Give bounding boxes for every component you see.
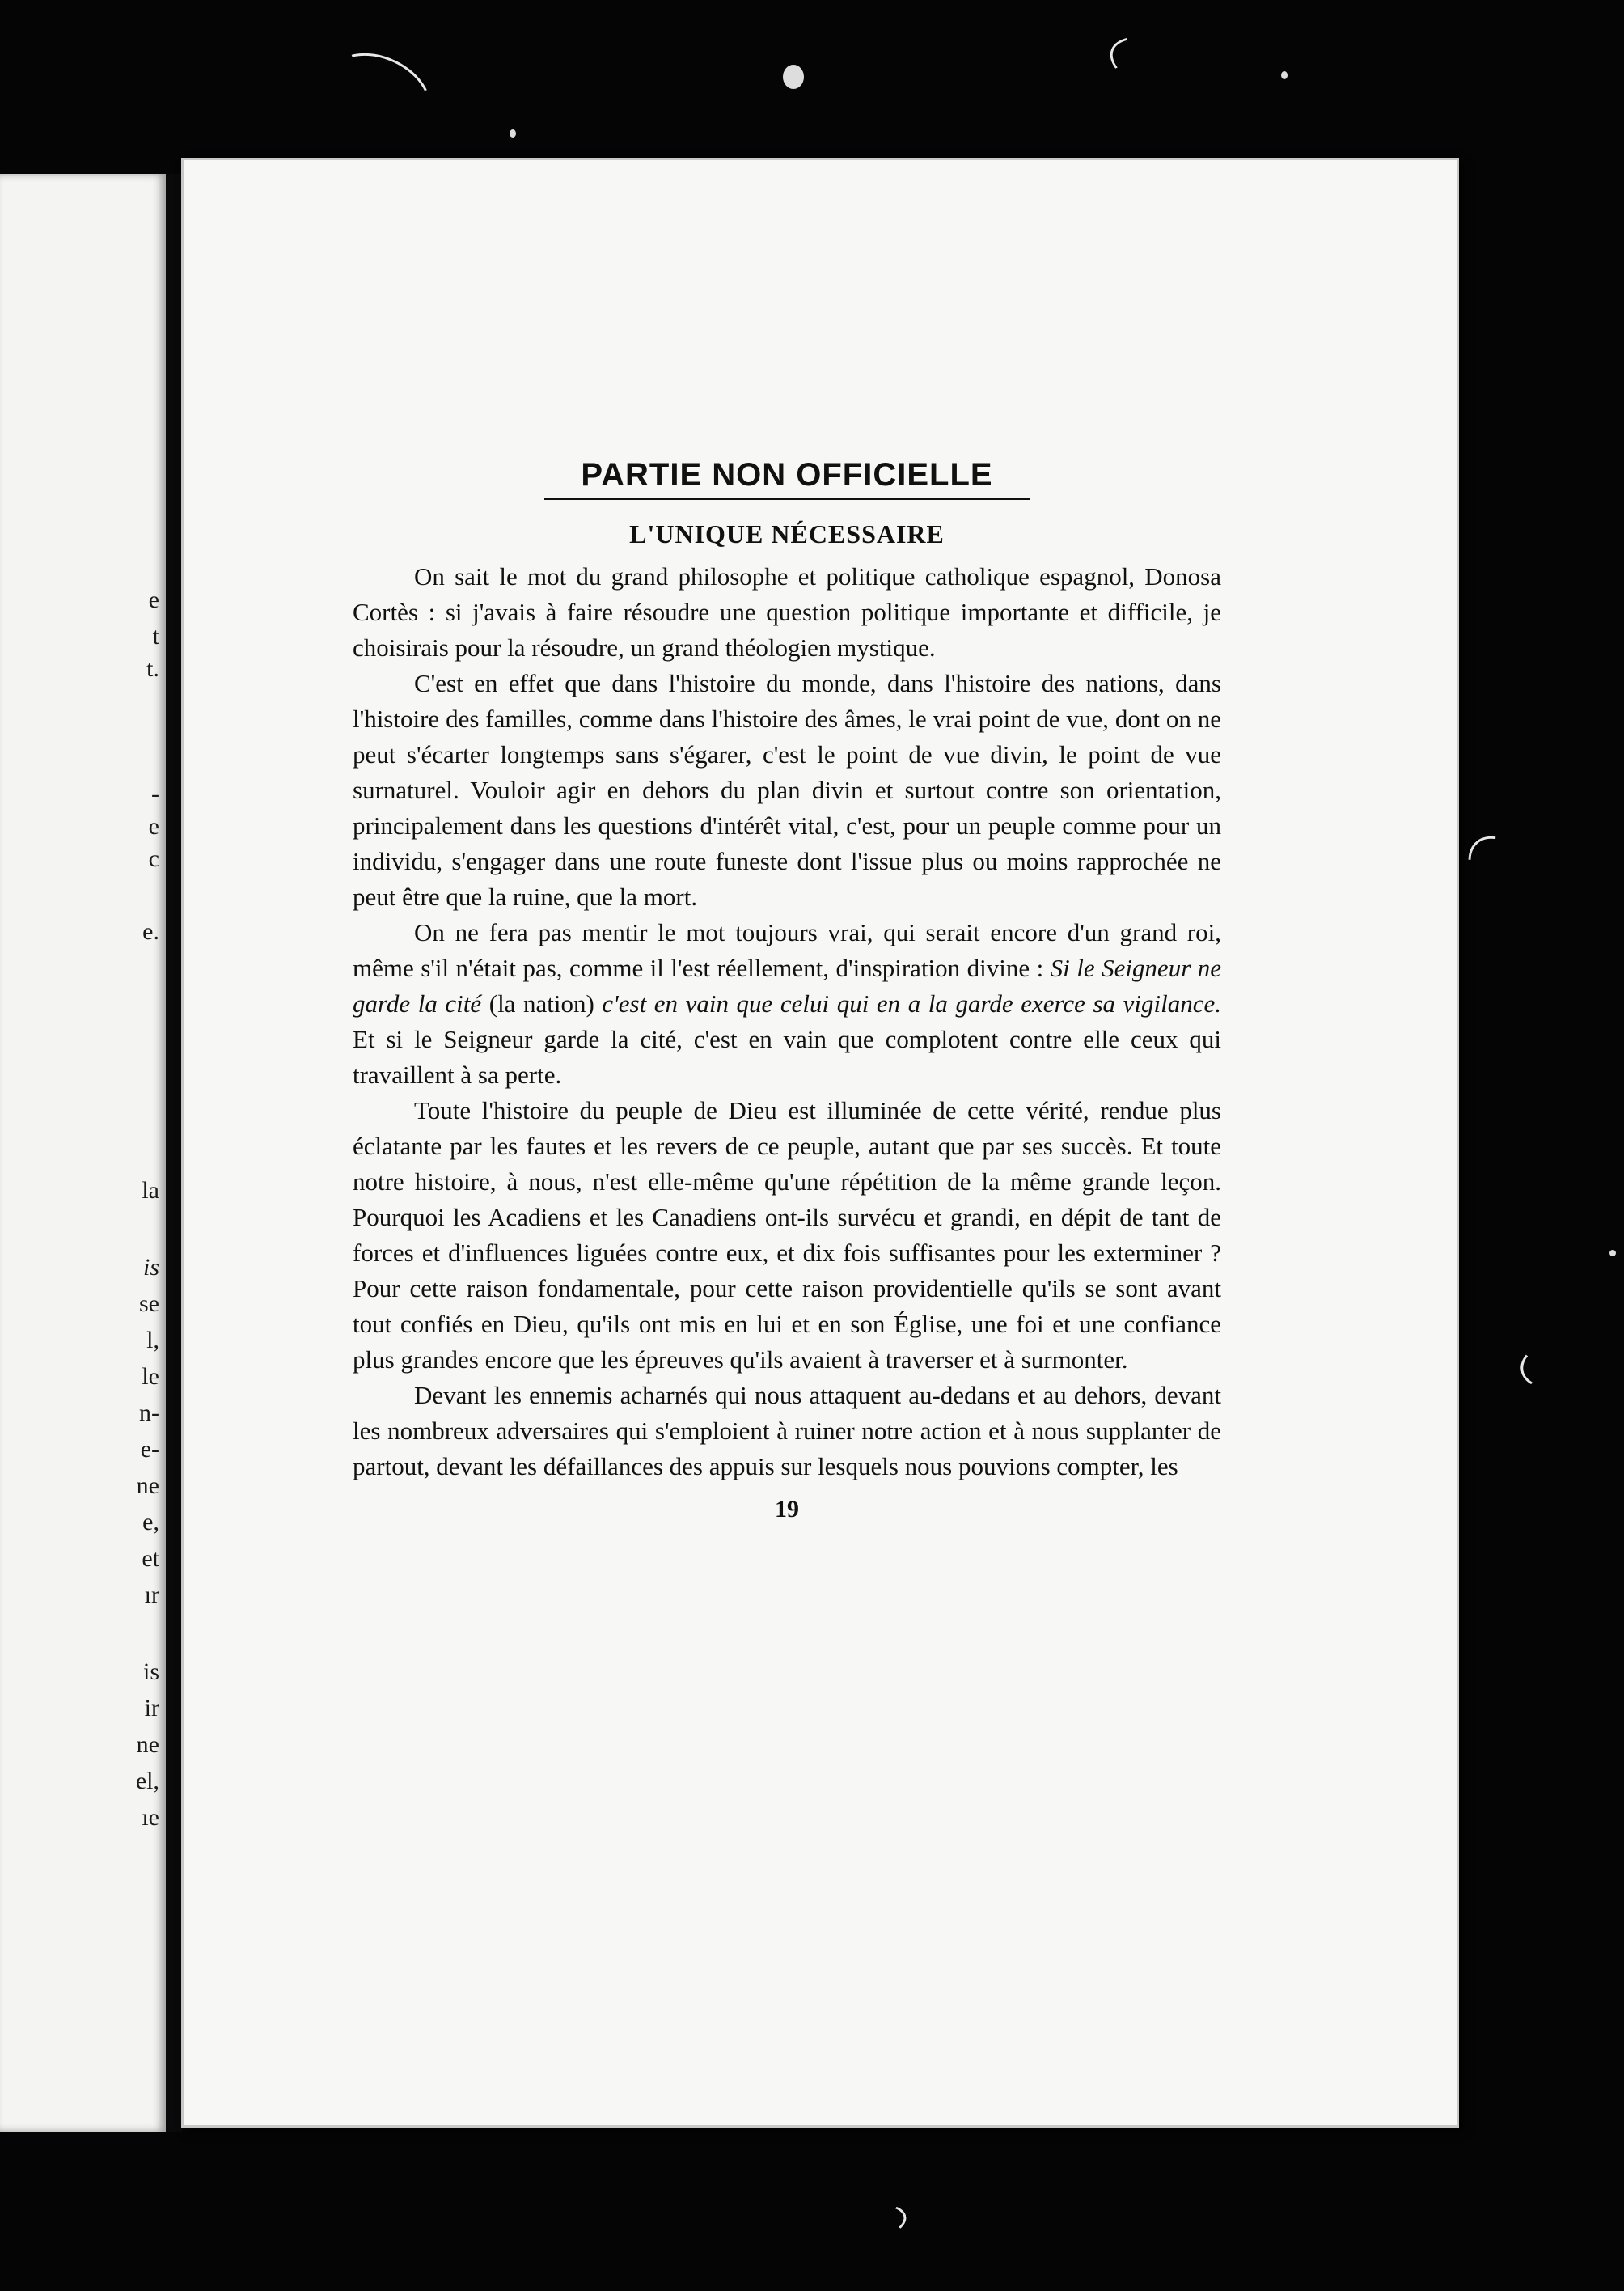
paragraph: Devant les ennemis acharnés qui nous attaquent au-dedans et au dehors, devant les nombreux adversaires qui s'emploient à ruiner notre action et à nous supplanter de partout, devant les défaillances des appuis sur lesquels nous pouvions compter, les [353, 1381, 1221, 1480]
previous-page-fragment: ne [136, 1731, 159, 1758]
previous-page-fragment: c [148, 845, 159, 872]
previous-page-fragment: e [148, 587, 159, 613]
paragraph [353, 915, 1221, 1093]
scanned-page [181, 158, 1459, 2128]
paragraph: Toute l'histoire du peuple de Dieu est illuminée de cette vérité, rendue plus éclatante par les fautes et les revers de ce peuple, autant que par ses succès. Et toute notre histoire, à nous, n'est elle-même qu'une répétition de la même grande leçon. Pourquoi les Acadiens et les Canadiens ont-ils survécu et grandi, en dépit de tant de forces et d'influences liguées contre eux, et dix fois suffisantes pour les exterminer ? Pour cette raison fondamentale, pour cette raison providentielle qu'ils se sont avant tout confiés en Dieu, qu'ils ont mis en lui et en son Église, une foi et une confiance plus grandes encore que les épreuves qu'ils avaient à traverser et à surmonter. [353, 1096, 1221, 1374]
previous-page-fragment: t. [146, 655, 159, 682]
title-underline [544, 498, 1030, 500]
scripture-quote: c'est en vain que celui qui en a la garde exerce sa vigilance. [602, 989, 1221, 1018]
section-title: PARTIE NON OFFICIELLE [581, 457, 993, 493]
fiber-mark [1102, 24, 1216, 109]
previous-page-fragment: ıe [142, 1804, 159, 1831]
previous-page-fragment: la [142, 1177, 159, 1204]
previous-page-fragment: ir [144, 1695, 159, 1721]
article-title: L'UNIQUE NÉCESSAIRE [629, 519, 945, 548]
fiber-mark [1517, 1338, 1586, 1393]
paragraph: On sait le mot du grand philosophe et politique catholique espagnol, Donosa Cortès : si j'avais à faire résoudre une question politique importante et difficile, je choisirais pour la résoudre, un grand théologien mystique. [353, 562, 1221, 662]
previous-page-fragment: el, [135, 1768, 159, 1794]
page-number: 19 [775, 1496, 799, 1522]
previous-page-fragment: e. [142, 918, 159, 945]
previous-page-fragment: e- [140, 1436, 159, 1463]
paragraph-text: On ne fera pas mentir le mot toujours vrai, qui serait encore d'un grand roi, même s'il n'était pas, comme il l'est réellement, d'inspiration divine : [353, 918, 1221, 982]
dust-speck [510, 129, 516, 138]
previous-page-fragment: se [139, 1290, 159, 1317]
previous-page-fragment: n- [139, 1400, 159, 1426]
paragraph-text: (la nation) [481, 989, 603, 1018]
previous-page-fragment: e, [142, 1509, 159, 1535]
previous-page-fragment: le [142, 1363, 159, 1390]
previous-page-fragment: e [148, 813, 159, 840]
dust-speck [1609, 1250, 1616, 1256]
fiber-mark [312, 37, 445, 154]
paragraph: C'est en effet que dans l'histoire du monde, dans l'histoire des nations, dans l'histoire des familles, comme dans l'histoire des âmes, le vrai point de vue, dont on ne peut s'écarter longtemps sans s'égarer, c'est le point de vue divin, le point de vue surnaturel. Vouloir agir en dehors du plan divin et surtout contre son orientation, principalement dans les questions d'intérêt vital, c'est, pour un peuple comme pour un individu, s'engager dans une route funeste dont l'issue plus ou moins rapprochée ne peut être que la ruine, que la mort. [353, 669, 1221, 911]
previous-page-fragment: l, [146, 1327, 159, 1353]
previous-page-fragment: is [142, 1254, 159, 1281]
fiber-mark [1456, 824, 1542, 912]
scripture-quote: Si le Seigneur ne garde la cité [353, 954, 1221, 1018]
previous-page-fragment: is [142, 1658, 159, 1685]
previous-page-fragment: t [152, 623, 159, 650]
book-gutter [166, 174, 182, 2132]
previous-page-fragment: ır [144, 1582, 159, 1608]
fiber-mark [827, 2198, 910, 2248]
page-content [353, 457, 1221, 1523]
previous-page-fragment: et [142, 1545, 159, 1572]
previous-page-fragment: - [151, 781, 159, 807]
previous-page-fragment: ne [136, 1472, 159, 1499]
previous-page-edge [0, 174, 166, 2132]
paragraph-text: Et si le Seigneur garde la cité, c'est en vain que complotent contre elle ceux qui travaillent à sa perte. [353, 1025, 1221, 1089]
dust-speck [783, 65, 804, 89]
dust-speck [1281, 71, 1288, 79]
